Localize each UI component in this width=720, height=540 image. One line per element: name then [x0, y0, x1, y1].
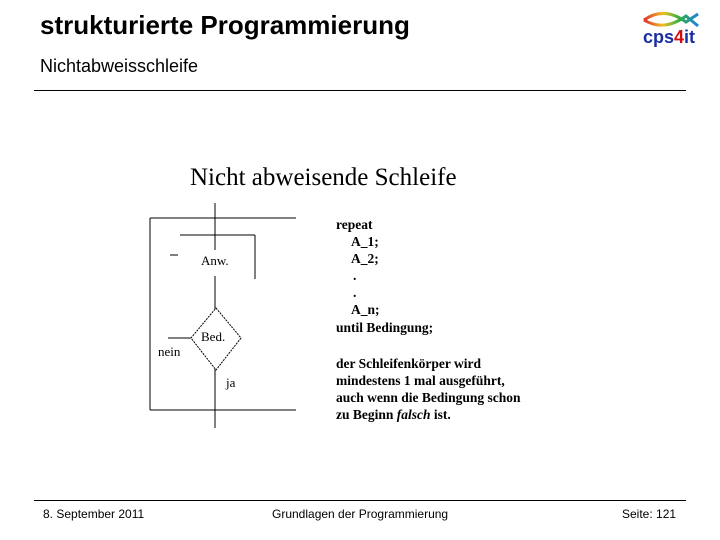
- code-line: A_n;: [351, 302, 380, 317]
- code-line: A_2;: [351, 251, 379, 266]
- page-number: Seite: 121: [622, 507, 677, 521]
- note-line: der Schleifenkörper wird: [336, 356, 481, 371]
- code-line: .: [353, 268, 357, 283]
- code-line: A_1;: [351, 234, 379, 249]
- yes-label: ja: [226, 375, 236, 390]
- note-line: mindestens 1 mal ausgeführt,: [336, 373, 505, 388]
- slide-subtitle: Nichtabweisschleife: [40, 56, 199, 76]
- code-line: until Bedingung;: [336, 320, 434, 335]
- cps4it-logo: cps4it: [640, 10, 704, 50]
- no-label: nein: [158, 344, 181, 359]
- statement-box-label: Anw.: [201, 253, 229, 268]
- footer-title: Grundlagen der Programmierung: [272, 507, 449, 521]
- note-line: zu Beginn falsch ist.: [336, 407, 451, 422]
- footer-date: 8. September 2011: [43, 507, 145, 521]
- code-line: .: [353, 285, 357, 300]
- diagram-title: Nicht abweisende Schleife: [190, 164, 457, 191]
- code-line: repeat: [336, 217, 373, 232]
- note-line: auch wenn die Bedingung schon: [336, 390, 521, 405]
- decision-label: Bed.: [201, 329, 226, 344]
- footer-divider: [34, 500, 686, 501]
- slide-title: strukturierte Programmierung: [40, 10, 410, 40]
